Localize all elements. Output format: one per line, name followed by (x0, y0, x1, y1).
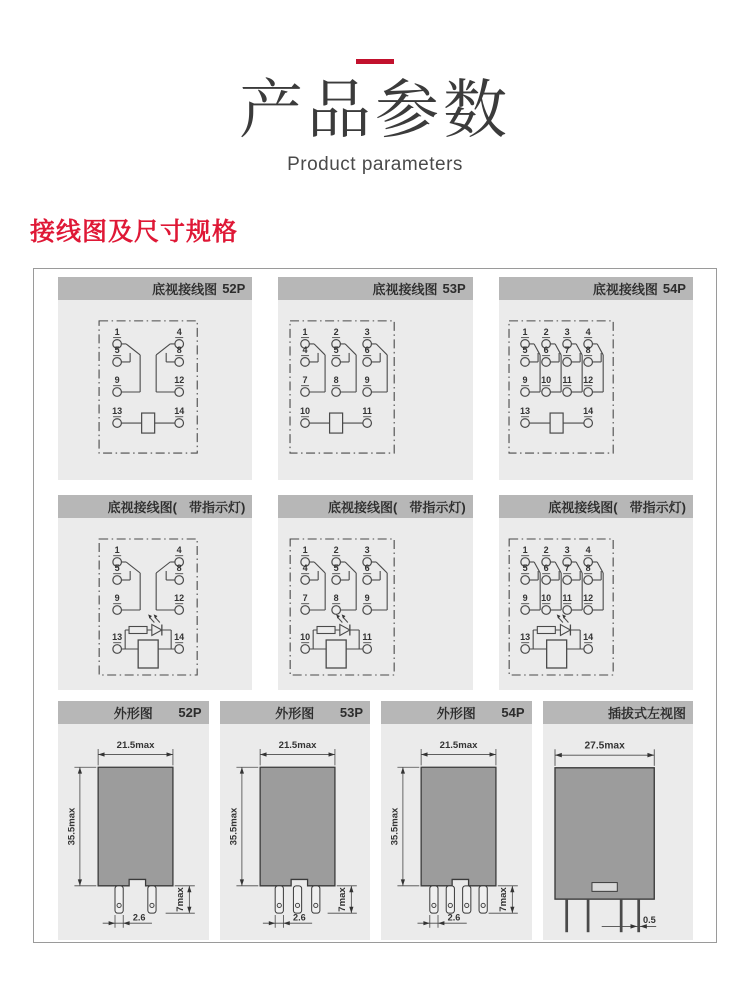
svg-text:10: 10 (540, 375, 551, 386)
svg-text:9: 9 (114, 375, 120, 386)
panel-header (381, 701, 532, 724)
svg-text:8: 8 (176, 345, 182, 356)
wiring-diagram-53p (278, 300, 472, 480)
panel-title: 底视接线图( (327, 500, 398, 516)
wiring-diagram-53p-led (278, 518, 472, 690)
svg-text:4: 4 (176, 327, 182, 338)
panel-header (499, 277, 693, 300)
svg-text:5: 5 (522, 563, 528, 574)
svg-text:10: 10 (300, 632, 311, 643)
panel-wiring-52p (58, 277, 252, 480)
svg-text:6: 6 (543, 345, 549, 356)
panel-title: 底视接线图 (592, 282, 658, 298)
panel-badge: 52P (178, 705, 202, 721)
svg-text:13: 13 (112, 406, 123, 417)
panel-header (543, 701, 694, 724)
svg-text:13: 13 (519, 632, 530, 643)
svg-text:6: 6 (543, 563, 549, 574)
panel-badge: 54P (501, 705, 525, 721)
svg-text:8: 8 (333, 593, 339, 604)
svg-text:4: 4 (302, 563, 308, 574)
section-heading: 接线图及尺寸规格 (30, 218, 239, 247)
wiring-diagram-54p-led (499, 518, 693, 690)
svg-text:10: 10 (300, 406, 311, 417)
svg-text:14: 14 (582, 406, 593, 417)
svg-text:5: 5 (114, 563, 120, 574)
svg-text:10: 10 (540, 593, 551, 604)
svg-text:2.6: 2.6 (292, 912, 306, 923)
panel-title: 插拔式左视图 (607, 706, 686, 722)
panel-badge: 53P (339, 705, 363, 721)
svg-text:11: 11 (562, 375, 572, 386)
panel-body (543, 724, 694, 940)
svg-text:1: 1 (114, 327, 120, 338)
svg-text:9: 9 (364, 375, 370, 386)
panel-title: 外形图 (275, 706, 315, 722)
wiring-diagram-54p (499, 300, 693, 480)
panel-body (58, 300, 252, 480)
svg-text:1: 1 (302, 545, 308, 556)
panel-header (499, 495, 693, 518)
svg-text:2: 2 (333, 545, 339, 556)
svg-text:21.5max: 21.5max (439, 740, 478, 752)
panel-wiring-53p-led (278, 495, 472, 690)
panel-body (278, 518, 472, 690)
svg-text:35.5max: 35.5max (389, 807, 401, 846)
page-title: 产品参数 (239, 74, 511, 146)
panel-body (58, 518, 252, 690)
svg-text:7: 7 (564, 563, 570, 574)
svg-text:4: 4 (176, 545, 182, 556)
svg-text:7max: 7max (336, 887, 348, 912)
panel-badge: 带指示灯) (188, 500, 246, 516)
accent-dash (356, 59, 394, 64)
panel-wiring-52p-led (58, 495, 252, 690)
panel-title: 底视接线图 (372, 282, 438, 298)
panel-body (499, 300, 693, 480)
outline-drawing-54p (381, 724, 532, 940)
panel-header (58, 277, 252, 300)
svg-text:0.5: 0.5 (642, 915, 656, 926)
panel-outline-52p (58, 701, 209, 940)
svg-text:5: 5 (333, 345, 339, 356)
svg-text:1: 1 (114, 545, 120, 556)
svg-text:2: 2 (543, 327, 549, 338)
panel-title: 底视接线图( (107, 500, 177, 516)
panel-side-view (543, 701, 694, 940)
panel-header (58, 495, 252, 518)
outline-row (58, 701, 693, 940)
outline-drawing-52p (58, 724, 209, 940)
svg-text:1: 1 (522, 545, 528, 556)
svg-text:5: 5 (114, 345, 120, 356)
panel-header (278, 277, 472, 300)
svg-text:7max: 7max (497, 887, 509, 912)
wiring-diagram-52p (58, 300, 252, 480)
svg-text:3: 3 (364, 545, 370, 556)
svg-text:13: 13 (519, 406, 530, 417)
svg-text:8: 8 (333, 375, 339, 386)
panel-title: 底视接线图( (548, 500, 618, 516)
svg-text:13: 13 (112, 632, 123, 643)
panel-body (58, 724, 209, 940)
panel-wiring-54p (499, 277, 693, 480)
svg-text:3: 3 (564, 545, 570, 556)
svg-text:11: 11 (362, 406, 373, 417)
outline-drawing-53p (220, 724, 371, 940)
svg-text:9: 9 (364, 593, 370, 604)
svg-text:5: 5 (522, 345, 528, 356)
svg-text:14: 14 (174, 632, 185, 643)
wiring-row (58, 277, 693, 480)
svg-text:7: 7 (302, 375, 308, 386)
panel-outline-53p (220, 701, 371, 940)
panel-badge: 带指示灯) (409, 500, 466, 516)
spec-frame (33, 268, 717, 943)
svg-text:4: 4 (302, 345, 308, 356)
svg-text:9: 9 (522, 593, 528, 604)
svg-text:2.6: 2.6 (132, 912, 146, 923)
svg-text:12: 12 (174, 593, 185, 604)
svg-text:5: 5 (333, 563, 339, 574)
svg-text:35.5max: 35.5max (66, 807, 78, 846)
svg-text:4: 4 (585, 545, 591, 556)
svg-text:2: 2 (333, 327, 339, 338)
svg-text:7: 7 (564, 345, 570, 356)
panel-body (499, 518, 693, 690)
svg-text:12: 12 (582, 593, 593, 604)
panel-outline-54p (381, 701, 532, 940)
svg-text:8: 8 (176, 563, 182, 574)
svg-text:6: 6 (364, 345, 370, 356)
svg-text:9: 9 (114, 593, 120, 604)
panel-title: 底视接线图 (152, 282, 218, 298)
svg-text:14: 14 (174, 406, 185, 417)
svg-text:7: 7 (302, 593, 308, 604)
svg-text:11: 11 (362, 632, 373, 643)
panel-wiring-54p-led (499, 495, 693, 690)
panel-header (58, 701, 209, 724)
svg-text:11: 11 (562, 593, 572, 604)
svg-text:12: 12 (582, 375, 593, 386)
svg-text:3: 3 (564, 327, 570, 338)
svg-text:6: 6 (364, 563, 370, 574)
panel-title: 外形图 (113, 706, 153, 722)
page-subtitle: Product parameters (287, 154, 463, 176)
svg-text:4: 4 (585, 327, 591, 338)
svg-text:12: 12 (174, 375, 185, 386)
panel-body (220, 724, 371, 940)
panel-wiring-53p (278, 277, 472, 480)
svg-text:2.6: 2.6 (447, 912, 461, 923)
svg-text:14: 14 (582, 632, 593, 643)
title-block (0, 0, 750, 176)
svg-text:8: 8 (585, 345, 591, 356)
panel-body (381, 724, 532, 940)
svg-text:21.5max: 21.5max (278, 740, 316, 752)
panel-header (278, 495, 472, 518)
svg-text:35.5max: 35.5max (227, 807, 239, 846)
svg-text:1: 1 (522, 327, 528, 338)
svg-text:27.5max: 27.5max (583, 740, 625, 752)
side-view-drawing (543, 724, 694, 940)
svg-text:1: 1 (302, 327, 308, 338)
svg-text:2: 2 (543, 545, 549, 556)
panel-header (220, 701, 371, 724)
panel-badge: 54P (662, 281, 686, 297)
panel-title: 外形图 (436, 706, 476, 722)
svg-text:3: 3 (364, 327, 370, 338)
svg-text:9: 9 (522, 375, 528, 386)
wiring-led-row (58, 495, 693, 690)
svg-text:21.5max: 21.5max (116, 740, 155, 752)
panel-badge: 53P (442, 281, 466, 297)
panel-badge: 带指示灯) (629, 500, 686, 516)
panel-body (278, 300, 472, 480)
panel-badge: 52P (222, 281, 246, 297)
wiring-diagram-52p-led (58, 518, 252, 690)
svg-text:8: 8 (585, 563, 591, 574)
svg-text:7max: 7max (174, 887, 186, 912)
